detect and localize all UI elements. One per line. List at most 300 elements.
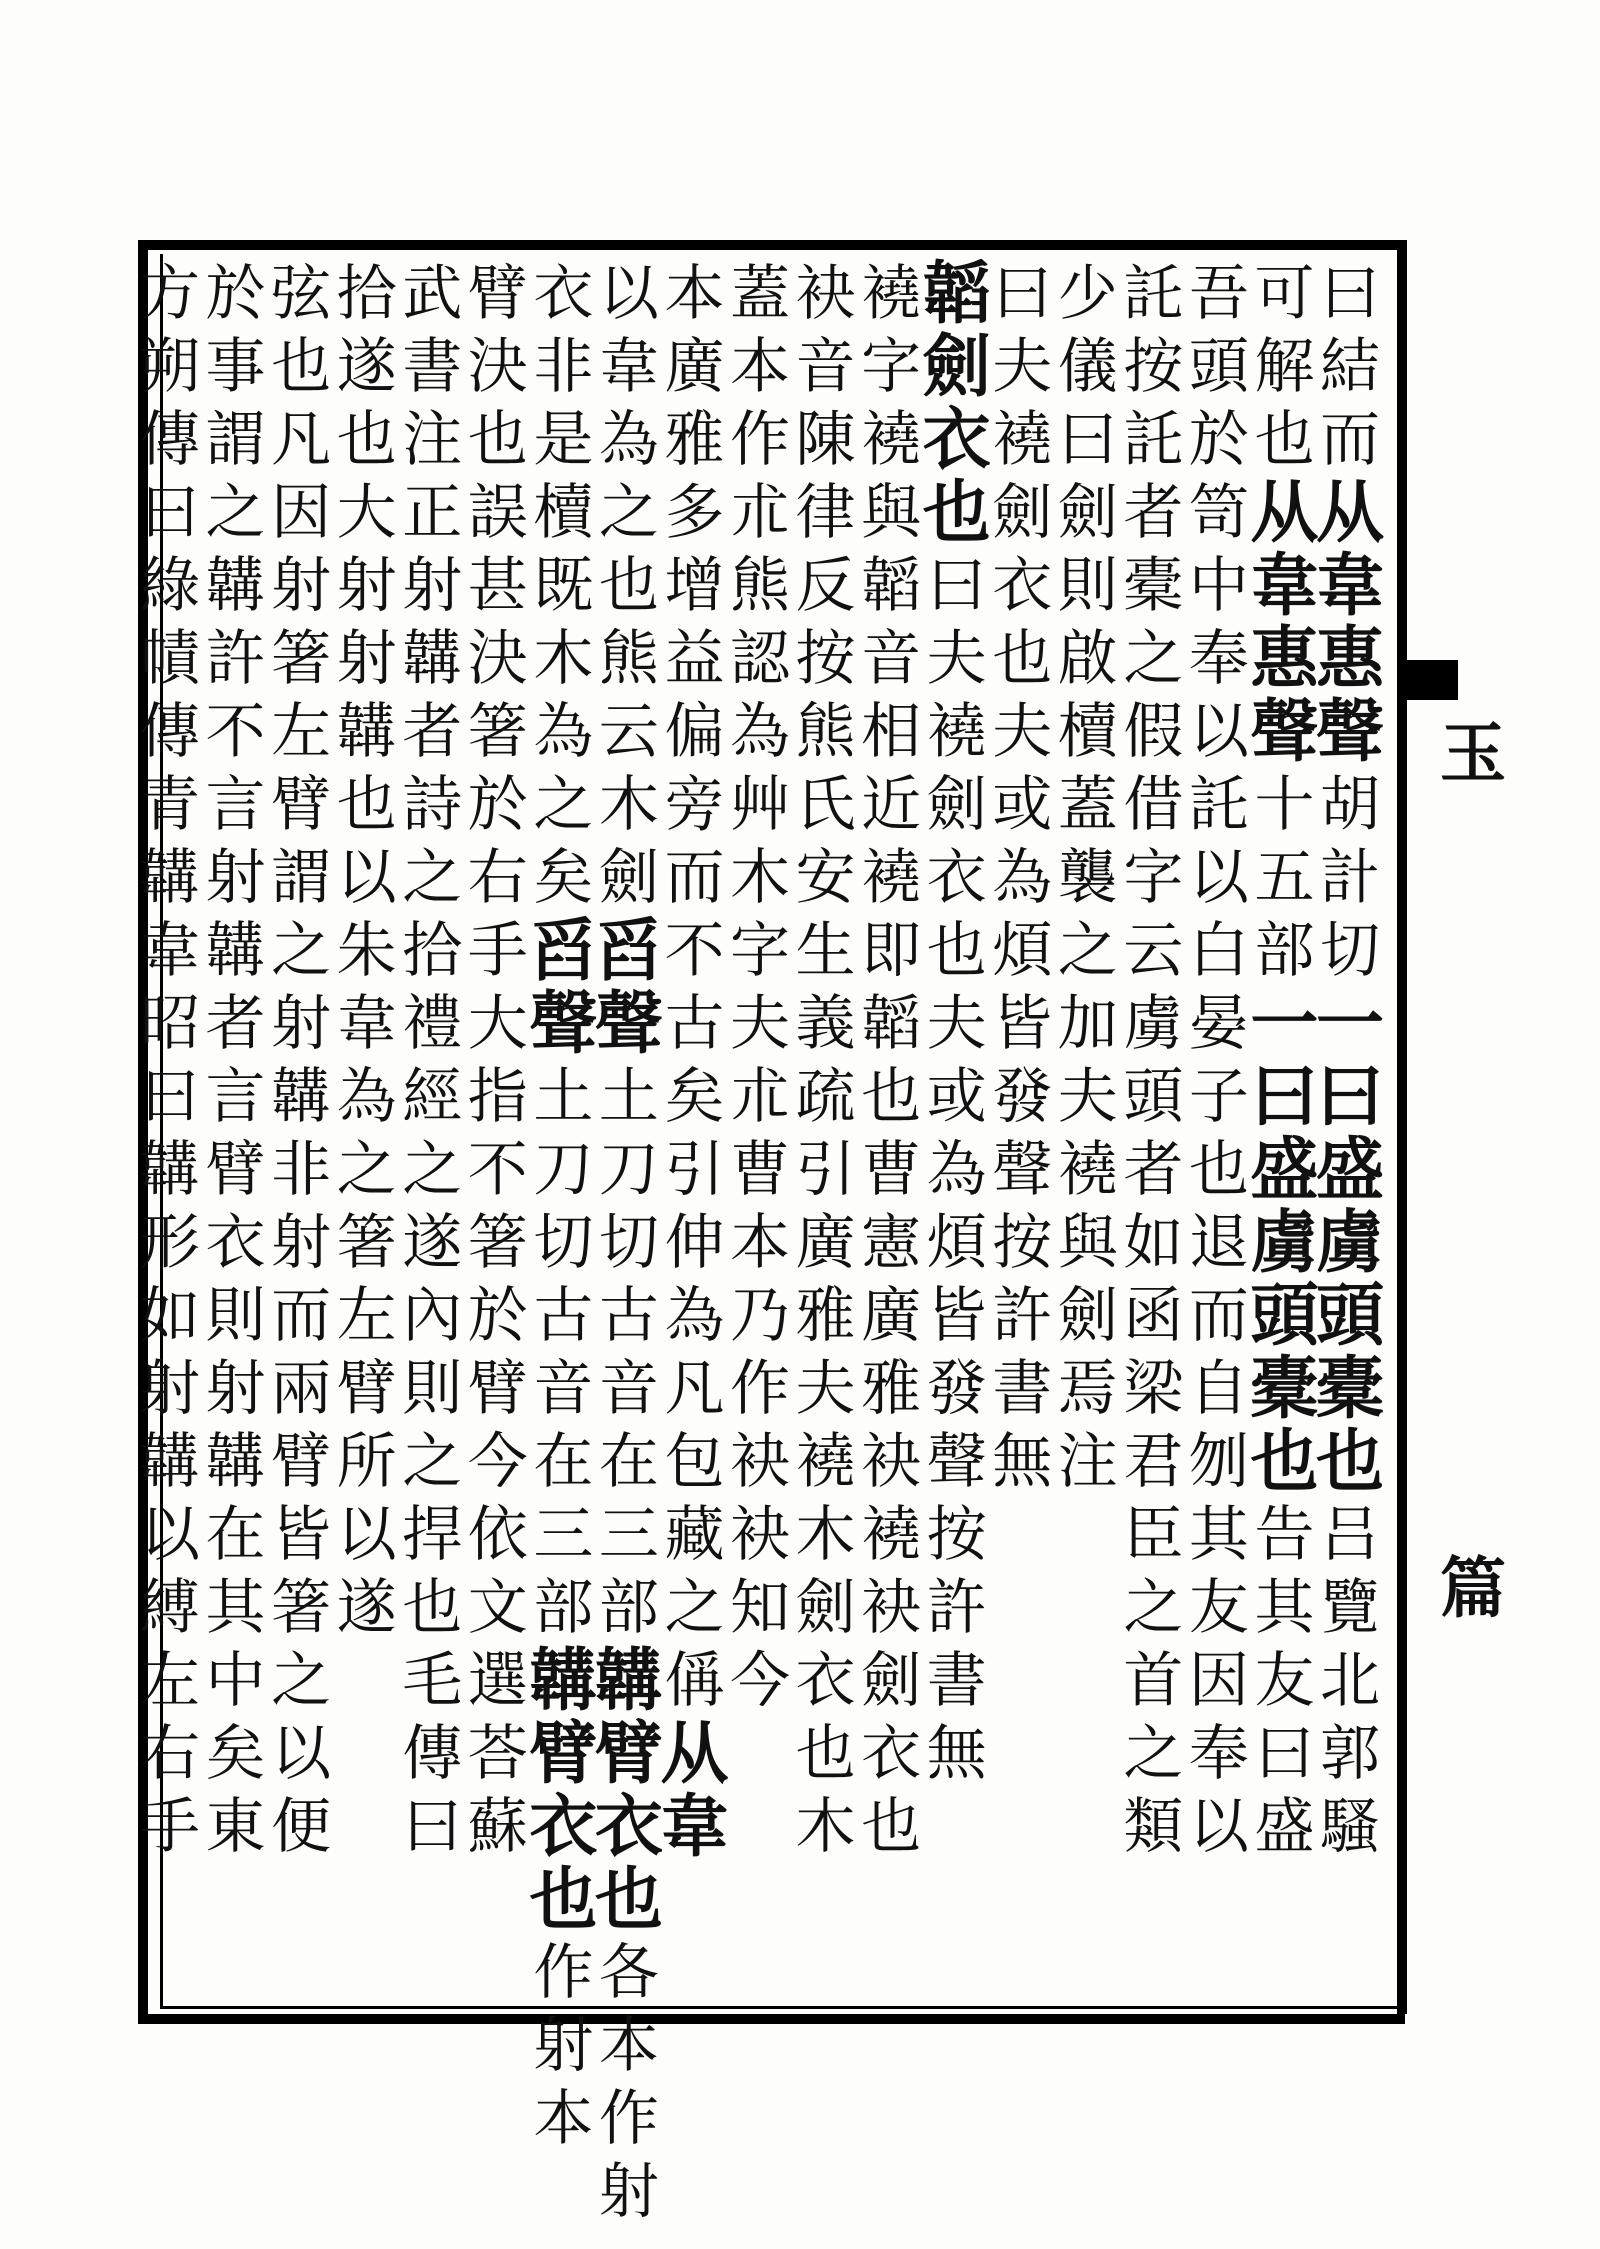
- text-char: 非: [533, 332, 594, 402]
- text-char: 則: [205, 1281, 266, 1351]
- text-char: 反: [795, 551, 856, 621]
- text-char: 曰: [140, 478, 200, 548]
- headword-char: 也: [1315, 1422, 1384, 1502]
- text-char: 便: [271, 1792, 332, 1862]
- text-char: 誤: [467, 478, 528, 548]
- text-char: 可: [1254, 259, 1315, 329]
- text-char: 益: [664, 624, 725, 694]
- text-char: 其: [205, 1573, 266, 1643]
- text-char: 按: [1123, 332, 1184, 402]
- headword-char: 从: [1315, 473, 1384, 553]
- text-char: 木: [795, 1792, 856, 1862]
- text-char: 之: [1123, 624, 1184, 694]
- text-char: 皆: [271, 1500, 332, 1570]
- text-char: 因: [1188, 1646, 1249, 1716]
- text-char: 伸: [664, 1208, 725, 1278]
- text-column: [790, 258, 862, 1998]
- text-char: 內: [402, 1281, 463, 1351]
- text-char: 也: [271, 332, 332, 402]
- text-char: 少: [1057, 259, 1118, 329]
- text-char: 曰: [402, 1792, 463, 1862]
- text-char: 虜: [1123, 989, 1184, 1059]
- text-char: 者: [1123, 1135, 1184, 1205]
- text-char: 木: [795, 1500, 856, 1570]
- text-char: 射: [271, 551, 332, 621]
- text-char: 如: [1123, 1208, 1184, 1278]
- text-char: 之: [271, 916, 332, 986]
- text-char: 荅: [467, 1719, 528, 1789]
- text-char: 於: [467, 770, 528, 840]
- text-char: 十: [1254, 770, 1315, 840]
- text-char: 曰: [992, 259, 1053, 329]
- text-char: 左: [140, 1646, 200, 1716]
- text-column: [593, 258, 665, 2227]
- headword-char: 橐: [1250, 1349, 1319, 1429]
- text-char: 劍: [861, 1646, 922, 1716]
- headword-char: 也: [529, 1860, 598, 1940]
- text-char: 曹: [861, 1135, 922, 1205]
- text-char: 劍: [795, 1573, 856, 1643]
- text-char: 不: [664, 916, 725, 986]
- text-char: 土: [533, 1062, 594, 1132]
- text-char: 今: [467, 1427, 528, 1497]
- text-column: [986, 258, 1058, 1998]
- text-char: 胡: [1320, 770, 1380, 840]
- text-char: 熊: [795, 697, 856, 767]
- headword-char: 劍: [922, 327, 991, 407]
- text-char: 部: [1254, 916, 1315, 986]
- text-char: 友: [1254, 1646, 1315, 1716]
- text-column: [921, 254, 993, 1998]
- text-char: 蓋: [730, 259, 790, 329]
- text-char: 作: [730, 1354, 790, 1424]
- text-char: 劍: [598, 843, 659, 913]
- text-char: 今: [730, 1646, 790, 1716]
- text-char: 韋: [140, 916, 200, 986]
- text-char: 於: [467, 1281, 528, 1351]
- text-char: 衣: [992, 551, 1053, 621]
- text-char: 也: [861, 1792, 922, 1862]
- text-char: 詩: [402, 770, 463, 840]
- text-char: 木: [533, 624, 594, 694]
- text-char: 橐: [1123, 551, 1184, 621]
- text-char: 古: [664, 989, 725, 1059]
- text-char: 笥: [1188, 478, 1249, 548]
- headword-char: 韝: [529, 1641, 598, 1721]
- text-column: [200, 258, 272, 1998]
- text-char: 曰: [1057, 405, 1118, 475]
- text-char: 夫: [992, 332, 1053, 402]
- text-char: 夫: [1057, 1062, 1118, 1132]
- text-char: 熊: [730, 551, 790, 621]
- text-char: 夫: [926, 989, 987, 1059]
- text-char: 音: [598, 1354, 659, 1424]
- text-char: 託: [1123, 405, 1184, 475]
- text-char: 衣: [926, 843, 987, 913]
- text-char: 自: [1188, 1354, 1249, 1424]
- text-char: 手: [140, 1792, 200, 1862]
- text-char: 而: [271, 1281, 332, 1351]
- text-char: 作: [730, 405, 790, 475]
- text-char: 櫝: [1057, 697, 1118, 767]
- text-column: [855, 258, 927, 1998]
- text-char: 相: [861, 697, 922, 767]
- text-char: 之: [1057, 916, 1118, 986]
- text-char: 中: [205, 1646, 266, 1716]
- text-char: 凡: [271, 405, 332, 475]
- text-char: 形: [140, 1208, 200, 1278]
- text-char: 與: [861, 478, 922, 548]
- text-char: 手: [467, 916, 528, 986]
- text-char: 郭: [1320, 1719, 1380, 1789]
- text-char: 右: [467, 843, 528, 913]
- text-char: 解: [1254, 332, 1315, 402]
- text-char: 弦: [271, 259, 332, 329]
- text-column: [462, 258, 534, 1998]
- text-column: [658, 258, 730, 1998]
- text-char: 韝: [402, 624, 463, 694]
- headword-char: 一: [1250, 984, 1319, 1064]
- text-char: 按: [926, 1500, 987, 1570]
- text-char: 非: [271, 1135, 332, 1205]
- text-char: 切: [533, 1208, 594, 1278]
- margin-rule: [1397, 240, 1407, 2014]
- text-char: 曰: [140, 1062, 200, 1132]
- text-char: 謂: [271, 843, 332, 913]
- text-char: 疏: [795, 1062, 856, 1132]
- text-column: [1314, 258, 1386, 1998]
- text-char: 白: [1188, 916, 1249, 986]
- text-char: 三: [533, 1500, 594, 1570]
- text-char: 也: [795, 1719, 856, 1789]
- text-char: 韋: [598, 332, 659, 402]
- text-char: 而: [1188, 1281, 1249, 1351]
- text-char: 加: [1057, 989, 1118, 1059]
- text-char: 無: [992, 1427, 1053, 1497]
- text-char: 作: [533, 1938, 594, 2008]
- text-char: 拾: [336, 259, 397, 329]
- text-char: 韝: [140, 843, 200, 913]
- text-char: 按: [992, 1208, 1053, 1278]
- text-char: 為: [336, 1062, 397, 1132]
- text-column: [265, 258, 337, 1998]
- text-char: 而: [1320, 405, 1380, 475]
- headword-char: 聲: [529, 984, 598, 1064]
- headword-char: 韋: [1315, 546, 1384, 626]
- text-char: 假: [1123, 697, 1184, 767]
- text-char: 借: [1123, 770, 1184, 840]
- text-char: 臣: [1123, 1500, 1184, 1570]
- text-char: 梁: [1123, 1354, 1184, 1424]
- text-char: 以: [1188, 1792, 1249, 1862]
- text-char: 劍: [926, 770, 987, 840]
- text-char: 朱: [336, 916, 397, 986]
- text-char: 注: [1057, 1427, 1118, 1497]
- text-char: 臂: [271, 1427, 332, 1497]
- text-char: 切: [1320, 916, 1380, 986]
- text-char: 因: [271, 478, 332, 548]
- text-char: 也: [402, 1573, 463, 1643]
- text-char: 藏: [664, 1500, 725, 1570]
- headword-char: 惠: [1250, 619, 1319, 699]
- text-char: 也: [598, 551, 659, 621]
- text-char: 凡: [664, 1354, 725, 1424]
- text-char: 東: [205, 1792, 266, 1862]
- text-char: 艸: [730, 770, 790, 840]
- text-char: 以: [140, 1500, 200, 1570]
- text-char: 土: [598, 1062, 659, 1132]
- headword-char: 臂: [529, 1714, 598, 1794]
- text-char: 為: [533, 697, 594, 767]
- text-char: 為: [730, 697, 790, 767]
- text-char: 聲: [926, 1427, 987, 1497]
- text-char: 韝: [140, 1135, 200, 1205]
- text-column: [1117, 258, 1189, 1998]
- text-char: 夫: [730, 989, 790, 1059]
- text-char: 櫝: [533, 478, 594, 548]
- headword-char: 盛: [1250, 1130, 1319, 1210]
- text-char: 注: [402, 405, 463, 475]
- text-char: 朔: [140, 332, 200, 402]
- text-char: 衣: [795, 1646, 856, 1716]
- text-char: 曹: [730, 1135, 790, 1205]
- text-char: 韝: [205, 551, 266, 621]
- text-char: 偏: [664, 697, 725, 767]
- text-char: 字: [861, 332, 922, 402]
- text-char: 古: [533, 1281, 594, 1351]
- text-char: 青: [140, 770, 200, 840]
- text-char: 朮: [730, 1062, 790, 1132]
- text-char: 託: [1188, 770, 1249, 840]
- text-char: 與: [1057, 1208, 1118, 1278]
- text-char: 為: [664, 1281, 725, 1351]
- text-char: 部: [598, 1573, 659, 1643]
- text-char: 書: [926, 1646, 987, 1716]
- text-char: 旁: [664, 770, 725, 840]
- text-char: 增: [664, 551, 725, 621]
- text-char: 三: [598, 1500, 659, 1570]
- text-char: 計: [1320, 843, 1380, 913]
- text-char: 方: [140, 259, 200, 329]
- text-char: 之: [402, 843, 463, 913]
- text-char: 則: [402, 1354, 463, 1424]
- headword-char: 衣: [922, 400, 991, 480]
- text-char: 者: [402, 697, 463, 767]
- text-char: 袂: [861, 1427, 922, 1497]
- text-char: 託: [1123, 259, 1184, 329]
- text-char: 昭: [140, 989, 200, 1059]
- text-char: 襓: [1057, 1135, 1118, 1205]
- text-char: 之: [1123, 1573, 1184, 1643]
- text-char: 衣: [861, 1719, 922, 1789]
- text-char: 切: [598, 1208, 659, 1278]
- text-char: 蓋: [1057, 770, 1118, 840]
- text-char: 韝: [205, 916, 266, 986]
- text-char: 傳: [402, 1719, 463, 1789]
- text-char: 奉: [1188, 624, 1249, 694]
- text-char: 箸: [336, 1208, 397, 1278]
- text-char: 五: [1254, 843, 1315, 913]
- text-char: 曰: [926, 551, 987, 621]
- text-char: 作: [598, 2084, 659, 2154]
- headword-char: 聲: [1250, 692, 1319, 772]
- text-char: 言: [205, 770, 266, 840]
- headword-char: 衣: [529, 1787, 598, 1867]
- text-char: 韜: [861, 989, 922, 1059]
- text-char: 韜: [861, 551, 922, 621]
- text-char: 北: [1320, 1646, 1380, 1716]
- text-char: 韝: [205, 1427, 266, 1497]
- text-char: 者: [1123, 478, 1184, 548]
- text-char: 袂: [730, 1427, 790, 1497]
- text-char: 袂: [861, 1573, 922, 1643]
- text-char: 臂: [467, 1354, 528, 1424]
- text-char: 結: [1320, 332, 1380, 402]
- text-char: 頭: [1123, 1062, 1184, 1132]
- text-char: 捍: [402, 1500, 463, 1570]
- text-char: 在: [205, 1500, 266, 1570]
- text-char: 安: [795, 843, 856, 913]
- headword-char: 惠: [1315, 619, 1384, 699]
- text-char: 無: [926, 1719, 987, 1789]
- headword-char: 曰: [1250, 1057, 1319, 1137]
- text-column: [724, 258, 796, 1998]
- text-char: 木: [730, 843, 790, 913]
- text-char: 字: [730, 916, 790, 986]
- text-char: 以: [336, 1500, 397, 1570]
- text-char: 中: [1188, 551, 1249, 621]
- text-char: 指: [467, 1062, 528, 1132]
- text-char: 在: [533, 1427, 594, 1497]
- headword-char: 从: [1250, 473, 1319, 553]
- text-char: 大: [336, 478, 397, 548]
- text-char: 射: [205, 1354, 266, 1424]
- text-char: 決: [467, 624, 528, 694]
- text-char: 曰: [1320, 259, 1380, 329]
- text-char: 律: [795, 478, 856, 548]
- headword-char: 聲: [1315, 692, 1384, 772]
- headword-char: 从: [660, 1714, 729, 1794]
- text-char: 夫: [926, 624, 987, 694]
- text-char: 事: [205, 332, 266, 402]
- text-char: 木: [598, 770, 659, 840]
- text-char: 認: [730, 624, 790, 694]
- text-char: 焉: [1057, 1354, 1118, 1424]
- text-char: 不: [467, 1135, 528, 1205]
- text-char: 發: [992, 1062, 1053, 1132]
- text-char: 廣: [861, 1281, 922, 1351]
- text-char: 衣: [205, 1208, 266, 1278]
- text-char: 射: [336, 551, 397, 621]
- text-char: 射: [533, 2011, 594, 2081]
- text-char: 毛: [402, 1646, 463, 1716]
- text-char: 吕: [1320, 1500, 1380, 1570]
- text-char: 引: [795, 1135, 856, 1205]
- text-char: 之: [402, 1135, 463, 1205]
- text-char: 之: [533, 770, 594, 840]
- text-char: 之: [1123, 1719, 1184, 1789]
- text-char: 以: [271, 1719, 332, 1789]
- text-char: 是: [533, 405, 594, 475]
- text-char: 縛: [140, 1573, 200, 1643]
- text-char: 為: [598, 405, 659, 475]
- text-char: 韋: [336, 989, 397, 1059]
- text-char: 各: [598, 1938, 659, 2008]
- text-char: 為: [926, 1135, 987, 1205]
- text-char: 蘇: [467, 1792, 528, 1862]
- text-char: 其: [1254, 1573, 1315, 1643]
- text-char: 本: [664, 259, 725, 329]
- headword-char: 橐: [1315, 1349, 1384, 1429]
- text-char: 謂: [205, 405, 266, 475]
- headword-char: 頭: [1250, 1276, 1319, 1356]
- text-char: 襲: [1057, 843, 1118, 913]
- text-char: 左: [336, 1281, 397, 1351]
- text-char: 奉: [1188, 1719, 1249, 1789]
- text-char: 在: [598, 1427, 659, 1497]
- text-char: 也: [336, 770, 397, 840]
- text-char: 射: [402, 551, 463, 621]
- text-char: 夫: [795, 1354, 856, 1424]
- text-char: 多: [664, 478, 725, 548]
- text-char: 則: [1057, 551, 1118, 621]
- text-char: 音: [533, 1354, 594, 1424]
- text-char: 氏: [795, 770, 856, 840]
- text-char: 本: [533, 2084, 594, 2154]
- text-char: 刀: [598, 1135, 659, 1205]
- text-char: 煩: [992, 916, 1053, 986]
- headword-char: 也: [1250, 1422, 1319, 1502]
- text-char: 雅: [861, 1354, 922, 1424]
- text-char: 覽: [1320, 1573, 1380, 1643]
- text-char: 或: [992, 770, 1053, 840]
- text-char: 襓: [861, 843, 922, 913]
- text-char: 廣: [664, 332, 725, 402]
- text-char: 之: [205, 478, 266, 548]
- text-char: 決: [467, 332, 528, 402]
- text-char: 經: [402, 1062, 463, 1132]
- text-char: 射: [271, 1208, 332, 1278]
- headword-char: 頭: [1315, 1276, 1384, 1356]
- text-char: 武: [402, 259, 463, 329]
- text-char: 知: [730, 1573, 790, 1643]
- text-char: 許: [992, 1281, 1053, 1351]
- text-char: 而: [664, 843, 725, 913]
- text-char: 之: [664, 1573, 725, 1643]
- text-char: 騷: [1320, 1792, 1380, 1862]
- text-char: 臂: [205, 1135, 266, 1205]
- text-char: 射: [205, 843, 266, 913]
- text-char: 熊: [598, 624, 659, 694]
- text-char: 生: [795, 916, 856, 986]
- text-column: [134, 258, 206, 1998]
- text-char: 綠: [140, 551, 200, 621]
- text-char: 右: [140, 1719, 200, 1789]
- text-char: 包: [664, 1427, 725, 1497]
- text-char: 襓: [926, 697, 987, 767]
- headword-char: 虜: [1315, 1203, 1384, 1283]
- text-char: 曰: [1254, 1719, 1315, 1789]
- text-char: 襓: [861, 259, 922, 329]
- text-char: 部: [533, 1573, 594, 1643]
- text-char: 射: [140, 1354, 200, 1424]
- headword-char: 盛: [1315, 1130, 1384, 1210]
- text-char: 陳: [795, 405, 856, 475]
- text-char: 傳: [140, 697, 200, 767]
- text-char: 也: [1254, 405, 1315, 475]
- text-char: 皆: [926, 1281, 987, 1351]
- text-char: 幘: [140, 624, 200, 694]
